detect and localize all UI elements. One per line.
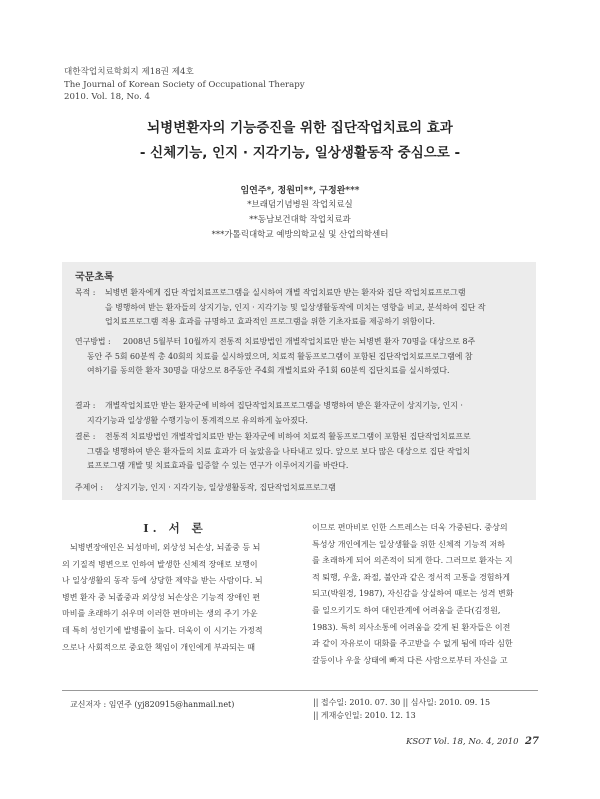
purpose-line: 뇌병변 환자에게 집단 작업치료프로그램을 실시하여 개별 작업치료만 받는 환자와 집단 작업치료프로그램 [105,288,466,297]
body-left-column [62,540,288,656]
body-line: 데 특히 성인기에 발병률이 높다. 더욱이 이 시기는 가정적 [62,625,263,635]
abstract-heading: 국문초록 [75,272,114,283]
body-line: 를 일으키기도 하여 대인관계에 어려움을 준다(김정원, [312,605,501,615]
result-label: 결과 : [75,401,96,410]
page-number: 27 [525,736,539,747]
abstract-box [62,262,536,500]
body-line: 병변 환자 중 뇌졸중과 외상성 뇌손상은 기능적 장애인 편 [62,592,261,602]
journal-korean-title: 대한작업치료학회지 제18권 제4호 [64,67,194,77]
conclusion-label: 결론 : [75,432,96,441]
section-title-introduction: Ⅰ. 서 론 [143,521,207,535]
body-line: 마비를 초래하기 쉬우며 이러한 편마비는 생의 주기 가운 [62,609,258,619]
method-label: 연구방법 : [75,337,111,346]
journal-volume: 2010. Vol. 18, No. 4 [64,92,151,102]
keywords-text: 상지기능, 인지 · 지각기능, 일상생활동작, 집단작업치료프로그램 [115,483,336,492]
body-line: 으로나 사회적으로 중요한 책임이 개인에게 부과되는 때 [62,642,255,652]
conclusion-line: 전통적 치료방법인 개별작업치료만 받는 환자군에 비하여 치료적 활동프로그램이 포함된 집단작업치료프로 [105,432,471,441]
method-line: 여하기를 동의한 환자 30명을 대상으로 8주동안 주4회 개별치료와 주1회 60분씩 집단치료를 실시하였다. [87,366,450,375]
submission-dates [313,697,490,722]
result-line: 지각기능과 일상생활 수행기능이 통계적으로 유의하게 높아졌다. [87,415,308,425]
body-line: 1983). 특히 의사소통에 어려움을 갖게 된 환자들은 이전 [312,622,511,632]
journal-info [64,66,305,104]
conclusion-line: 그램을 병행하여 받은 환자들의 치료 효과가 더 높았음을 나타내고 있다. 앞으로 보다 많은 대상으로 집단 작업치 [87,446,471,456]
body-line: 나 일상생활의 동작 등에 상당한 제약을 받는 사람이다. 뇌 [62,576,263,586]
purpose-line: 업치료프로그램 적용 효과를 규명하고 효과적인 프로그램을 위한 기초자료를 제공하기 위함이다. [105,317,435,326]
conclusion-line: 료프로그램 개발 및 치료효과를 입증할 수 있는 연구가 이루어지기를 바란다. [87,461,349,470]
affiliation-2: **동남보건대학 작업치료과 [249,215,351,225]
body-line: 뇌병변장애인은 뇌성마비, 외상성 뇌손상, 뇌졸중 등 뇌 [70,543,261,552]
author-list: 임연주*, 정원미**, 구정완*** [240,186,360,196]
result-line: 개별작업치료만 받는 환자군에 비하여 집단작업치료프로그램을 병행하여 받은 환자군이 상지기능, 인지 · [105,401,463,410]
body-line: 적 퇴행, 우울, 좌절, 불안과 같은 정서적 고통을 경험하게 [312,572,510,582]
purpose-label: 목적 : [75,288,96,297]
body-line: 갈등이나 우울 상태에 빠져 다른 사람으로부터 자신을 고 [312,655,508,665]
method-line: 동안 주 5회 60분씩 총 40회의 치료를 실시하였으며, 치료적 활동프로그램이 포함된 집단작업치료프로그램에 참 [87,351,473,361]
paper-title: 뇌병변환자의 기능증진을 위한 집단작업치료의 효과 [147,120,453,136]
footer-journal: KSOT Vol. 18, No. 4, 2010 [406,737,519,747]
body-line: 과 같이 자유로이 대화를 주고받을 수 없게 됨에 따라 심한 [312,639,513,649]
dates-line: || 게재승인일: 2010. 12. 13 [313,710,416,720]
body-line: 를 초래하게 되어 의존적이 되게 한다. 그러므로 환자는 지 [312,556,513,566]
affiliation-1: *브래덤기념병원 작업치료실 [247,200,353,210]
journal-english-title: The Journal of Korean Society of Occupational Therapy [64,79,305,90]
body-line: 이므로 편마비로 인한 스트레스는 더욱 가중된다. 중상의 [312,523,508,532]
method-line: 2008년 5월부터 10월까지 전통적 치료방법인 개별작업치료만 받는 뇌병변 환자 70명을 대상으로 8주 [123,337,476,346]
paper-subtitle: - 신체기능, 인지 · 지각기능, 일상생활동작 중심으로 - [139,145,461,161]
body-line: 특성상 개인에게는 일상생활을 위한 신체적 기능적 저하 [312,539,505,549]
corresponding-author: 교신저자 : 임연주 (yj820915@hanmail.net) [70,700,235,709]
purpose-line: 을 병행하여 받는 환자들의 상지기능, 인지 · 지각기능 및 일상생활동작에 미치는 영향을 비교, 분석하여 집단 작 [105,302,486,312]
body-right-column [312,520,538,669]
body-line: 의 기질적 병변으로 인하여 발생한 신체적 장애로 보행이 [62,559,258,569]
keywords-label: 주제어 : [75,483,104,492]
body-line: 되고(박원경, 1987), 자신감을 상실하여 때로는 성격 변화 [312,589,514,599]
footnote-divider [62,690,538,691]
dates-line: || 접수일: 2010. 07. 30 || 심사일: 2010. 09. 15 [313,698,491,707]
affiliation-3: ***가톨릭대학교 예방의학교실 및 산업의학센터 [211,230,389,240]
